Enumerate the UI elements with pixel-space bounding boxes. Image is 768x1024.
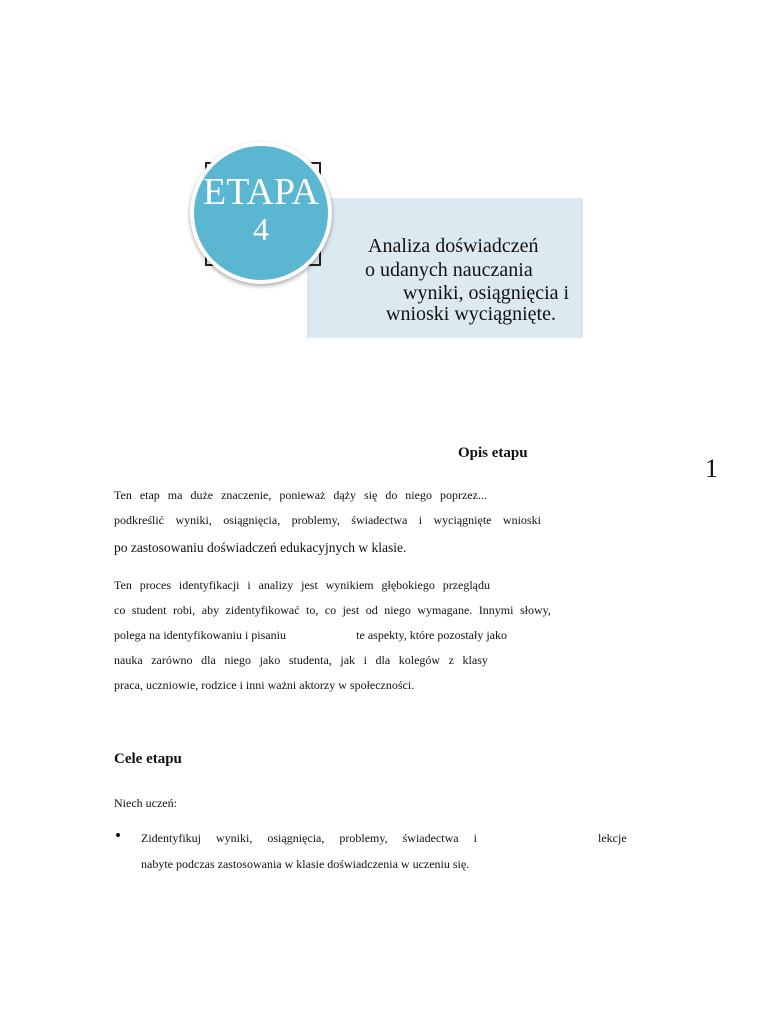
word: z bbox=[448, 653, 454, 667]
section-title-goals: Cele etapu bbox=[114, 751, 182, 767]
word: głębokiego bbox=[381, 578, 435, 592]
word: wynikiem bbox=[325, 578, 374, 592]
word: znaczenie, bbox=[221, 488, 272, 502]
word: co bbox=[114, 603, 126, 617]
word: słowy, bbox=[519, 603, 551, 617]
word: co bbox=[324, 603, 337, 617]
word: i bbox=[363, 653, 367, 667]
word: do bbox=[385, 488, 398, 502]
word: podkreślić bbox=[114, 513, 164, 527]
word: robi, bbox=[172, 603, 196, 617]
word: świadectwa bbox=[402, 831, 459, 845]
word: przeglądu bbox=[442, 578, 490, 592]
bullet-item-text bbox=[141, 831, 477, 845]
paragraph-line bbox=[114, 653, 488, 667]
word: wyniki, bbox=[216, 831, 253, 845]
paragraph-line bbox=[114, 603, 551, 617]
word: problemy, bbox=[291, 513, 340, 527]
word: wyciągnięte bbox=[433, 513, 492, 527]
word: dla bbox=[375, 653, 391, 667]
word: kolegów bbox=[398, 653, 441, 667]
word: się bbox=[363, 488, 378, 502]
word: poprzez... bbox=[439, 488, 487, 502]
paragraph-line-part: te aspekty, które pozostały jako bbox=[356, 628, 507, 642]
word: problemy, bbox=[339, 831, 388, 845]
section-title-description: Opis etapu bbox=[458, 445, 528, 461]
word: od bbox=[365, 603, 378, 617]
word: Ten bbox=[114, 488, 132, 502]
word: osiągnięcia, bbox=[223, 513, 281, 527]
word: zarówno bbox=[151, 653, 193, 667]
paragraph-line bbox=[114, 578, 490, 592]
word: aby bbox=[201, 603, 220, 617]
word: niego bbox=[224, 653, 252, 667]
word: analizy bbox=[258, 578, 294, 592]
word: proces bbox=[139, 578, 172, 592]
word: ma bbox=[167, 488, 183, 502]
word: nauka bbox=[114, 653, 143, 667]
subtitle-line: o udanych nauczania bbox=[365, 259, 533, 281]
word: wymagane. bbox=[417, 603, 473, 617]
word: osiągnięcia, bbox=[267, 831, 325, 845]
paragraph-line: po zastosowaniu doświadczeń edukacyjnych w klasie. bbox=[114, 540, 407, 555]
subtitle-line: Analiza doświadczeń bbox=[368, 235, 539, 257]
word: świadectwa bbox=[351, 513, 408, 527]
stage-badge bbox=[190, 142, 332, 284]
goals-intro: Niech uczeń: bbox=[114, 796, 177, 810]
word: to, bbox=[305, 603, 319, 617]
word: niego bbox=[405, 488, 432, 502]
page-number: 1 bbox=[705, 454, 718, 483]
stage-badge-label: ETAPA bbox=[203, 171, 319, 213]
stage-badge-number: 4 bbox=[253, 211, 269, 247]
word: studenta, bbox=[288, 653, 332, 667]
word: jest bbox=[301, 578, 318, 592]
word: niego bbox=[384, 603, 411, 617]
word: jako bbox=[259, 653, 281, 667]
paragraph-line: praca, uczniowie, rodzice i inni ważni aktorzy w społeczności. bbox=[114, 678, 415, 692]
word: student bbox=[131, 603, 167, 617]
word: identyfikacji bbox=[178, 578, 240, 592]
paragraph-line bbox=[114, 488, 487, 502]
word: klasy bbox=[462, 653, 488, 667]
paragraph-line bbox=[114, 513, 541, 527]
word: wnioski bbox=[502, 513, 541, 527]
bullet-item-continuation: nabyte podczas zastosowania w klasie doświadczenia w uczeniu się. bbox=[141, 857, 470, 871]
word: ponieważ bbox=[279, 488, 326, 502]
bullet-icon bbox=[116, 833, 120, 837]
word: dąży bbox=[333, 488, 356, 502]
word: duże bbox=[190, 488, 214, 502]
word: Innymi bbox=[478, 603, 514, 617]
word: wyniki, bbox=[175, 513, 212, 527]
word: i bbox=[247, 578, 251, 592]
subtitle-line: wnioski wyciągnięte. bbox=[386, 303, 556, 325]
word: etap bbox=[139, 488, 160, 502]
word: jest bbox=[342, 603, 360, 617]
paragraph-line-part: polega na identyfikowaniu i pisaniu bbox=[114, 628, 286, 642]
word: Ten bbox=[114, 578, 132, 592]
bullet-item-text-end: lekcje bbox=[598, 831, 627, 845]
word: jak bbox=[340, 653, 356, 667]
subtitle-line: wyniki, osiągnięcia i bbox=[403, 282, 570, 304]
word: dla bbox=[201, 653, 216, 667]
word: zidentyfikować bbox=[225, 603, 300, 617]
word: i bbox=[473, 831, 477, 845]
paragraph-line bbox=[114, 628, 507, 642]
word: i bbox=[418, 513, 423, 527]
word: Zidentyfikuj bbox=[141, 831, 201, 845]
